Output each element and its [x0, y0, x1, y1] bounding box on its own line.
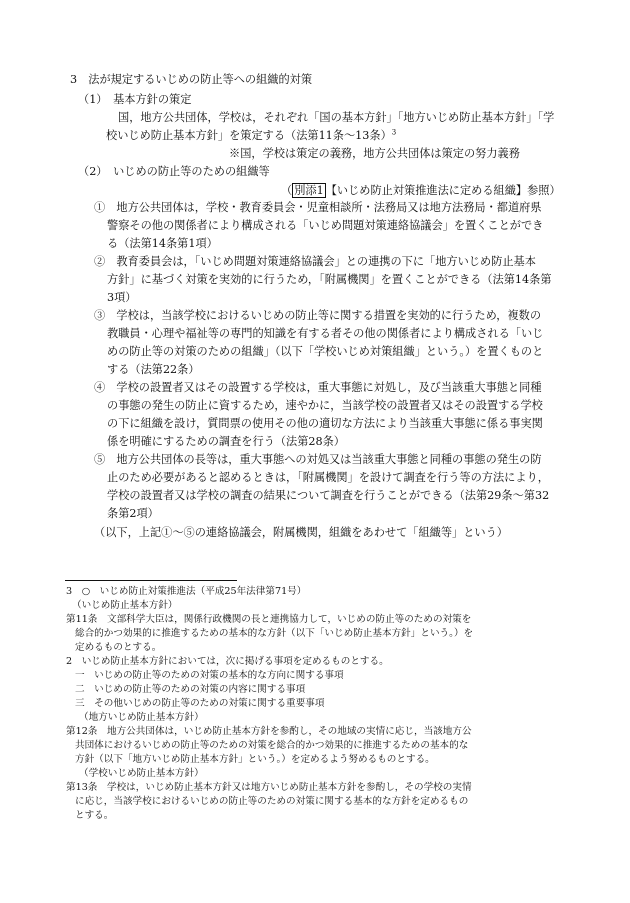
footnote-line: （地方いじめ防止基本方針） — [79, 712, 204, 723]
list-item-2-line: ② 教育委員会は，「いじめ問題対策連絡協議会」との連携の下に「地方いじめ防止基本 — [94, 255, 536, 268]
footnote-line: に応じ，当該学校におけるいじめの防止等のための対策に関する基本的な方針を定めるもの — [75, 796, 469, 807]
footnote-line: （いじめ防止基本方針） — [72, 600, 178, 611]
footnote-divider — [65, 580, 237, 581]
subsection-1-heading: （1） 基本方針の策定 — [78, 93, 192, 106]
section-3-title: 3 法が規定するいじめの防止等への組織的対策 — [70, 73, 313, 86]
list-item-4-line: の下に組織を設け，質問票の使用その他の適切な方法により当該重大事態に係る事実関 — [107, 417, 543, 430]
list-item-3-line: めの防止等の対策のための組織」（以下「学校いじめ対策組織」という。）を置くものと — [107, 345, 544, 358]
subsection-2-heading: （2） いじめの防止等のための組織等 — [78, 165, 270, 178]
footnote-line: 総合的かつ効果的に推進するための基本的な方針（以下「いじめ防止基本方針」という。）を — [75, 628, 474, 639]
footnote-line: 方針（以下「地方いじめ防止基本方針」という。）を定めるよう努めるものとする。 — [75, 754, 435, 765]
list-item-5-line: 条第2項） — [107, 507, 159, 520]
subsection-1-text-line: 国，地方公共団体，学校は，それぞれ「国の基本方針」「地方いじめ防止基本方針」「学 — [118, 111, 555, 124]
list-item-3-line: 教職員・心理や福祉等の専門的知識を有する者その他の関係者により構成される「いじ — [107, 327, 544, 340]
list-item-4-line: ④ 学校の設置者又はその設置する学校は，重大事態に対処し，及び当該重大事態と同種 — [94, 381, 542, 394]
list-item-2-line: 3項） — [107, 291, 137, 304]
list-item-4-line: 係を明確にするための調査を行う（法第28条） — [107, 435, 345, 448]
list-item-5-line: 学校の設置者又は学校の調査の結果について調査を行うことができる（法第29条～第32 — [107, 489, 550, 502]
list-item-5-line: ⑤ 地方公共団体の長等は，重大事態への対処又は当該重大事態と同種の事態の発生の防 — [94, 453, 542, 466]
footnote-line: 定めるものとする。 — [75, 642, 162, 653]
subsection-1-text-line — [106, 129, 396, 143]
annex-reference-text: 【いじめ防止対策推進法に定める組織】参照） — [325, 184, 561, 197]
subsection-1-text: 校いじめ防止基本方針」を策定する（法第11条～13条） — [106, 129, 392, 142]
list-item-2-line: 方針」に基づく対策を実効的に行うため，「附属機関」を置くことができる（法第14条第 — [107, 273, 552, 286]
list-item-4-line: の事態の発生の防止に資するため，速やかに，当該学校の設置者又はその設置する学校 — [107, 399, 543, 412]
footnote-line: 一 いじめの防止等のための対策の基本的な方向に関する事項 — [75, 670, 344, 681]
list-item-1-line: ① 地方公共団体は，学校・教育委員会・児童相談所・法務局又は地方法務局・都道府県 — [94, 201, 542, 214]
list-item-1-line: る（法第14条第1項） — [107, 237, 218, 250]
list-item-3-line: ③ 学校は，当該学校におけるいじめの防止等に関する措置を実効的に行うため，複数の — [94, 309, 542, 322]
subsection-1-note: ※国，学校は策定の義務，地方公共団体は策定の努力義務 — [229, 147, 520, 160]
footnote-line: 第13条 学校は，いじめ防止基本方針又は地方いじめ防止基本方針を参酌し，その学校の実情 — [66, 782, 472, 793]
footnote-line: 三 その他いじめの防止等のための対策に関する重要事項 — [75, 698, 325, 709]
summary-note: （以下，上記①～⑤の連絡協議会，附属機関，組織をあわせて「組織等」という） — [94, 526, 508, 539]
footnote-line: 2 いじめ防止基本方針においては，次に掲げる事項を定めるものとする。 — [66, 656, 389, 667]
list-item-3-line: する（法第22条） — [107, 363, 200, 376]
footnote-line: 3 ○ いじめ防止対策推進法（平成25年法律第71号） — [66, 586, 307, 597]
footnote-ref-3: 3 — [391, 128, 397, 137]
footnote-line: 第12条 地方公共団体は，いじめ防止基本方針を参酌し，その地域の実情に応じ，当該地方公 — [66, 726, 472, 737]
annex-label: 別添1 — [294, 184, 324, 197]
list-item-5-line: 止のため必要があると認めるときは，「附属機関」を設けて調査を行う等の方法により， — [107, 471, 549, 484]
annex-reference: （ 別添1 【いじめ防止対策推進法に定める組織】参照） — [281, 184, 561, 197]
footnote-line: 二 いじめの防止等のための対策の内容に関する事項 — [75, 684, 306, 695]
list-item-1-line: 警察その他の関係者により構成される「いじめ問題対策連絡協議会」を置くことができ — [107, 219, 544, 232]
footnote-line: とする。 — [75, 810, 114, 821]
footnote-line: 共団体におけるいじめの防止等のための対策を総合的かつ効果的に推進するための基本的な — [75, 740, 469, 751]
footnote-line: 第11条 文部科学大臣は，関係行政機関の長と連携協力して，いじめの防止等のための対策を — [66, 614, 472, 625]
footnote-line: （学校いじめ防止基本方針） — [79, 768, 204, 779]
